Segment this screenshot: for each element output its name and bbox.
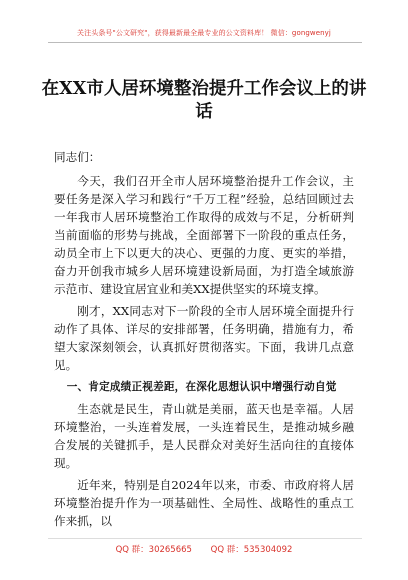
footer-divider (48, 538, 362, 539)
paragraph: 今天，我们召开全市人居环境整治提升工作会议，主要任务是深入学习和践行“千万工程”经验，总结回顾过去一年我市人居环境整治工作取得的成效与不足，分析研判当前面临的形势与挑战，全面部署下一阶段的重点任务，动员全市上下以更大的决心、更强的力度、更实的举措，奋力开创我市城乡人居环境建设新局面，为打造全域旅游示范市、建设宜居宜业和美XX提供坚实的环境支撑。 (54, 174, 354, 296)
salutation: 同志们： (54, 150, 101, 164)
document-body (54, 148, 354, 534)
paragraph: 刚才，XX同志对下一阶段的全市人居环境全面提升行动作了具体、详尽的安排部署，任务明确，措施有力，希望大家深刻领会，认真抓好贯彻落实。下面，我讲几点意见。 (54, 304, 354, 372)
footer-qq-group-2: QQ 群：535304092 (210, 545, 293, 555)
footer-qq-group-1: QQ 群：30265665 (115, 545, 192, 555)
header-note: 关注头条号"公文研究"，获得最新最全最专业的公文资料库！ 微信：gongwenyj (77, 29, 331, 37)
paragraph: 生态就是民生，青山就是美丽，蓝天也是幸福。人居环境整治，一头连着发展，一头连着民生，是推动城乡融合发展的关键抓手，是人民群众对美好生活向往的直接体现。 (54, 402, 354, 470)
header-divider (48, 42, 362, 43)
footer (0, 543, 408, 555)
document-title: 在XX市人居环境整治提升工作会议上的讲话 (41, 79, 367, 122)
paragraph: 近年来，特别是自2024年以来，市委、市政府将人居环境整治提升作为一项基础性、全局性、战略性的重点工作来抓，以 (54, 478, 354, 528)
section-heading: 一、肯定成绩正视差距，在深化思想认识中增强行动自觉 (66, 381, 337, 393)
